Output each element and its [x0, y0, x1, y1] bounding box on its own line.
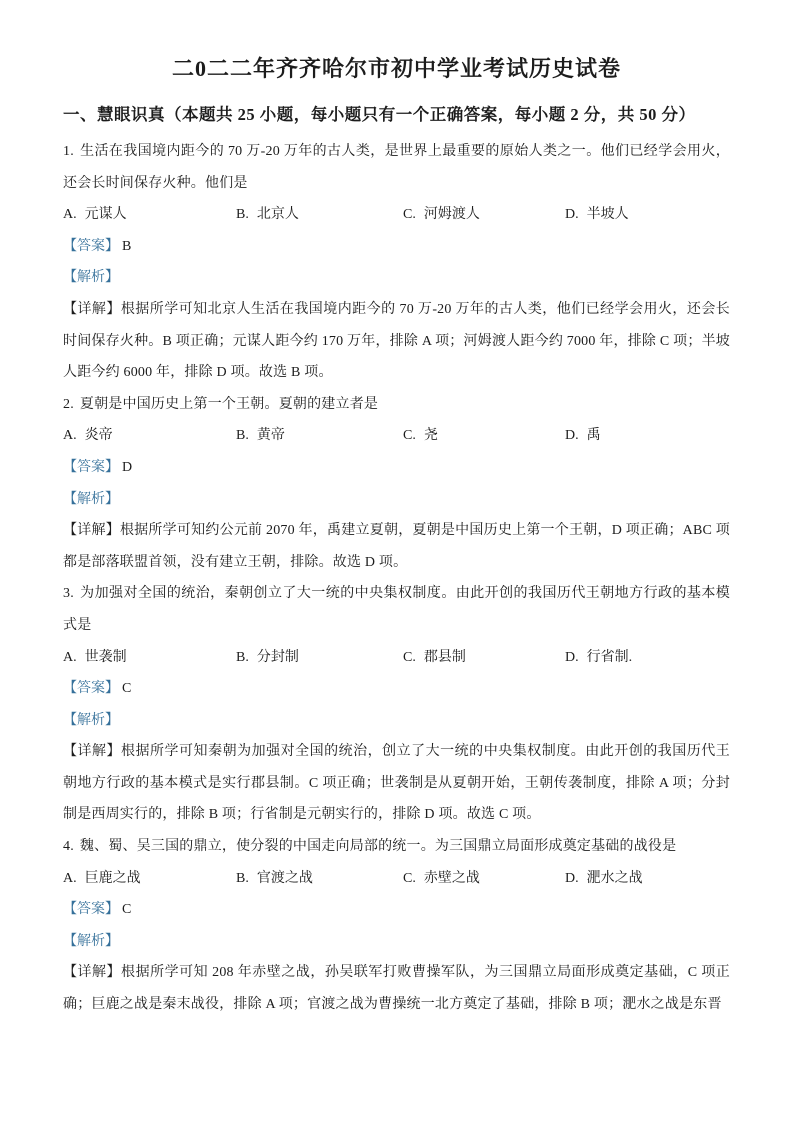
option-c-label: C. — [403, 870, 416, 886]
answer-line — [63, 231, 730, 263]
answer-value: C — [122, 681, 132, 697]
detail-paragraph: 【详解】根据所学可知约公元前 2070 年，禹建立夏朝，夏朝是中国历史上第一个王朝，D 项正确；ABC 项都是部落联盟首领，没有建立王朝，排除。故选 D 项。 — [63, 523, 730, 570]
option-d-text: 禹 — [586, 428, 601, 444]
option-d — [565, 863, 730, 895]
option-b — [236, 420, 403, 452]
analysis-line — [63, 926, 730, 958]
answer-value: C — [122, 902, 132, 918]
analysis-label: 【解析】 — [63, 270, 119, 286]
question-block — [63, 578, 730, 831]
option-a — [63, 863, 236, 895]
analysis-label: 【解析】 — [63, 933, 119, 949]
option-c-text: 河姆渡人 — [423, 207, 480, 223]
detail-paragraph: 【详解】根据所学可知秦朝为加强对全国的统治，创立了大一统的中央集权制度。由此开创的我国历代王朝地方行政的基本模式是实行郡县制。C 项正确；世袭制是从夏朝开始，王朝传袭制度，排除 A 项；分封制是西周实行的，排除 B 项；行省制是元朝实行的，排除 D 项。故选 C 项。 — [63, 744, 730, 823]
option-a-text: 巨鹿之战 — [84, 870, 141, 886]
option-b-text: 官渡之战 — [256, 870, 313, 886]
question-stem-text: 生活在我国境内距今的 70 万-20 万年的古人类，是世界上最重要的原始人类之一。他们已经学会用火，还会长时间保存火种。他们是 — [63, 144, 730, 191]
question-stem — [63, 578, 730, 641]
option-a-label: A. — [63, 649, 77, 665]
option-c-label: C. — [403, 207, 416, 223]
answer-line — [63, 452, 730, 484]
question-number: 3. — [63, 586, 74, 602]
option-d-label: D. — [565, 207, 579, 223]
question-number: 4. — [63, 839, 74, 855]
option-a — [63, 199, 236, 231]
question-block — [63, 831, 730, 1021]
options-row — [63, 642, 730, 674]
option-c-text: 赤壁之战 — [423, 870, 480, 886]
detail-paragraph: 【详解】根据所学可知 208 年赤壁之战，孙吴联军打败曹操军队，为三国鼎立局面形成奠定基础，C 项正确；巨鹿之战是秦末战役，排除 A 项；官渡之战为曹操统一北方奠定了基础，排除 B 项；淝水之战是东晋 — [63, 965, 730, 1013]
option-b-label: B. — [236, 649, 249, 665]
option-c-label: C. — [403, 428, 416, 444]
answer-label: 【答案】 — [63, 902, 119, 918]
option-d — [565, 642, 730, 674]
option-c — [403, 642, 565, 674]
option-a — [63, 642, 236, 674]
option-d-text: 淝水之战 — [586, 870, 643, 886]
section-heading: 一、慧眼识真（本题共 25 小题，每小题只有一个正确答案，每小题 2 分，共 50 分） — [63, 105, 696, 124]
question-stem — [63, 389, 730, 421]
option-a — [63, 420, 236, 452]
analysis-line — [63, 484, 730, 516]
option-b-label: B. — [236, 870, 249, 886]
option-a-text: 元谋人 — [84, 207, 127, 223]
option-b — [236, 642, 403, 674]
answer-label: 【答案】 — [63, 238, 119, 254]
option-c — [403, 420, 565, 452]
answer-line — [63, 894, 730, 926]
option-b-label: B. — [236, 428, 249, 444]
answer-label: 【答案】 — [63, 459, 119, 475]
analysis-label: 【解析】 — [63, 712, 119, 728]
question-stem-text: 为加强对全国的统治，秦朝创立了大一统的中央集权制度。由此开创的我国历代王朝地方行政的基本模式是 — [63, 586, 730, 633]
answer-line — [63, 673, 730, 705]
option-b-text: 黄帝 — [256, 428, 285, 444]
option-b — [236, 863, 403, 895]
question-number: 1. — [63, 144, 74, 159]
option-c-label: C. — [403, 649, 416, 665]
page-title: 二0二二年齐齐哈尔市初中学业考试历史试卷 — [171, 56, 621, 81]
option-c — [403, 199, 565, 231]
analysis-label: 【解析】 — [63, 491, 119, 507]
option-a-text: 世袭制 — [84, 649, 127, 665]
option-c-text: 郡县制 — [423, 649, 466, 665]
questions-list — [63, 136, 730, 1021]
detail-paragraph: 【详解】根据所学可知北京人生活在我国境内距今的 70 万-20 万年的古人类，他们已经学会用火，还会长时间保存火种。B 项正确；元谋人距今约 170 万年，排除 A 项；河姆渡人距今约 7000 年，排除 C 项；半坡人距今约 6000 年，排除 D 项。故选 B 项。 — [63, 301, 730, 381]
option-d — [565, 420, 730, 452]
analysis-line — [63, 262, 730, 294]
option-c — [403, 863, 565, 895]
answer-label: 【答案】 — [63, 681, 119, 697]
option-a-label: A. — [63, 428, 77, 444]
option-a-label: A. — [63, 870, 77, 886]
option-d-text: 行省制. — [586, 649, 633, 665]
option-d-label: D. — [565, 428, 579, 444]
option-d — [565, 199, 730, 231]
options-row — [63, 420, 730, 452]
question-stem-text: 魏、蜀、吴三国的鼎立，使分裂的中国走向局部的统一。为三国鼎立局面形成奠定基础的战役是 — [79, 839, 677, 855]
analysis-line — [63, 705, 730, 737]
option-d-text: 半坡人 — [586, 207, 629, 223]
answer-value: B — [122, 238, 132, 254]
question-stem — [63, 136, 730, 199]
question-stem — [63, 831, 730, 863]
option-b-label: B. — [236, 207, 249, 223]
option-d-label: D. — [565, 649, 579, 665]
option-d-label: D. — [565, 870, 579, 886]
question-stem-text: 夏朝是中国历史上第一个王朝。夏朝的建立者是 — [79, 396, 379, 412]
option-b-text: 分封制 — [256, 649, 299, 665]
question-block — [63, 389, 730, 579]
option-b — [236, 199, 403, 231]
question-number: 2. — [63, 396, 74, 412]
answer-value: D — [122, 459, 133, 475]
options-row — [63, 863, 730, 895]
option-b-text: 北京人 — [256, 207, 299, 223]
options-row — [63, 199, 730, 231]
option-a-label: A. — [63, 207, 77, 223]
option-c-text: 尧 — [423, 428, 438, 444]
question-block — [63, 136, 730, 389]
option-a-text: 炎帝 — [84, 428, 113, 444]
